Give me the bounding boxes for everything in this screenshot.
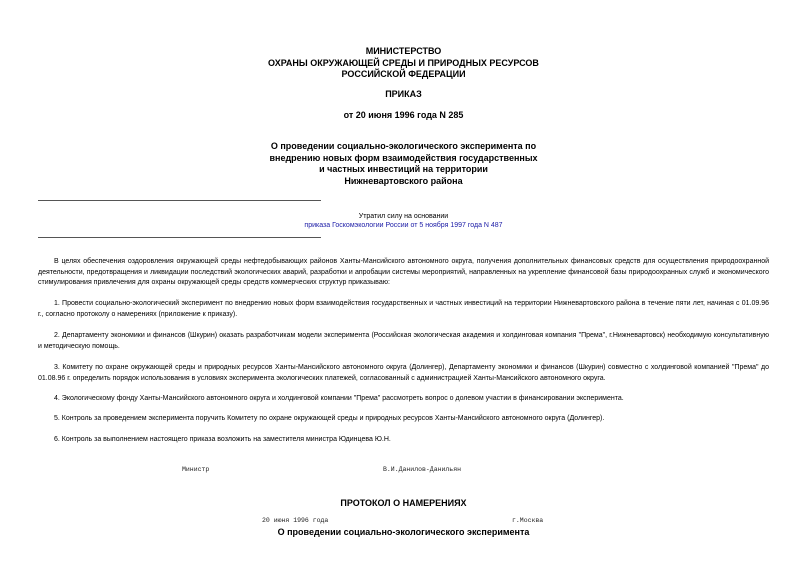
protocol-heading: ПРОТОКОЛ О НАМЕРЕНИЯХ	[340, 498, 467, 508]
status-note-link[interactable]: приказа Госкомэкологии России от 5 ноября 1997 года N 487	[304, 222, 503, 229]
ministry-line-3: РОССИЙСКОЙ ФЕДЕРАЦИИ	[341, 69, 466, 79]
order-item-3: 3. Комитету по охране окружающей среды и природных ресурсов Ханты-Мансийского автономного округа (Долингер), Департаменту экономики и финансов (Шкурин) совместно с холдинговой компанией "Према" до 01.08.96 г. определить порядок использования в условиях эксперимента экологических платежей, согласованный с администрацией Ханты-Мансийского автономного округа.	[38, 364, 769, 382]
divider-bottom	[38, 237, 321, 238]
title-line-4: Нижневартовского района	[344, 175, 463, 186]
title-line-2: внедрению новых форм взаимодействия государственных	[269, 152, 538, 163]
ministry-header	[0, 46, 807, 81]
document-date-number: от 20 июня 1996 года N 285	[343, 110, 464, 120]
protocol-city: г.Москва	[512, 517, 544, 524]
signature-name: В.И.Данилов-Данильян	[383, 466, 462, 473]
signature-position: Министр	[182, 466, 210, 473]
status-note	[0, 212, 807, 230]
ministry-line-2: ОХРАНЫ ОКРУЖАЮЩЕЙ СРЕДЫ И ПРИРОДНЫХ РЕСУРСОВ	[268, 57, 539, 68]
order-item-5: 5. Контроль за проведением эксперимента поручить Комитету по охране окружающей среды и природных ресурсов Ханты-Мансийского автономного округа (Долингер).	[54, 415, 605, 422]
order-item-4: 4. Экологическому фонду Ханты-Мансийского автономного округа и холдинговой компании "Према" рассмотреть вопрос о долевом участии в финансировании эксперимента.	[54, 395, 624, 402]
ministry-line-1: МИНИСТЕРСТВО	[365, 46, 442, 56]
order-item-1: 1. Провести социально-экологический эксперимент по внедрению новых форм взаимодействия государственных и частных инвестиций на территории Нижневартовского района в течение пяти лет, начиная с 01.09.96 г., согласно протоколу о намерениях (приложение к приказу).	[38, 300, 769, 318]
status-note-text: Утратил силу на основании	[358, 213, 449, 220]
divider-top	[38, 200, 321, 201]
title-line-1: О проведении социально-экологического эксперимента по	[270, 141, 537, 151]
order-item-2: 2. Департаменту экономики и финансов (Шкурин) оказать разработчикам модели эксперимента (Российская экологическая академия и холдинговая компания "Према", г.Нижневартовск) необходимую консультативную и методическую помощь.	[38, 332, 769, 350]
order-item-6: 6. Контроль за выполнением настоящего приказа возложить на заместителя министра Юдинцева Ю.Н.	[54, 436, 391, 443]
protocol-subtitle: О проведении социально-экологического эксперимента	[277, 527, 530, 537]
document-title	[0, 141, 807, 187]
document-type: ПРИКАЗ	[385, 89, 422, 99]
protocol-date: 20 июня 1996 года	[262, 517, 329, 524]
intro-paragraph: В целях обеспечения оздоровления окружающей среды нефтедобывающих районов Ханты-Мансийского автономного округа, получения дополнительных финансовых средств для осуществления природоохранной деятельности, предотвращения и ликвидации последствий экологических аварий, разработки и апробации системы мероприятий, направленных на укрепление финансовой базы природоохранных служб и экономического стимулирования привлечения для охраны окружающей среды средств коммерческих структур приказываю:	[38, 258, 769, 286]
title-line-3: и частных инвестиций на территории	[319, 164, 488, 174]
